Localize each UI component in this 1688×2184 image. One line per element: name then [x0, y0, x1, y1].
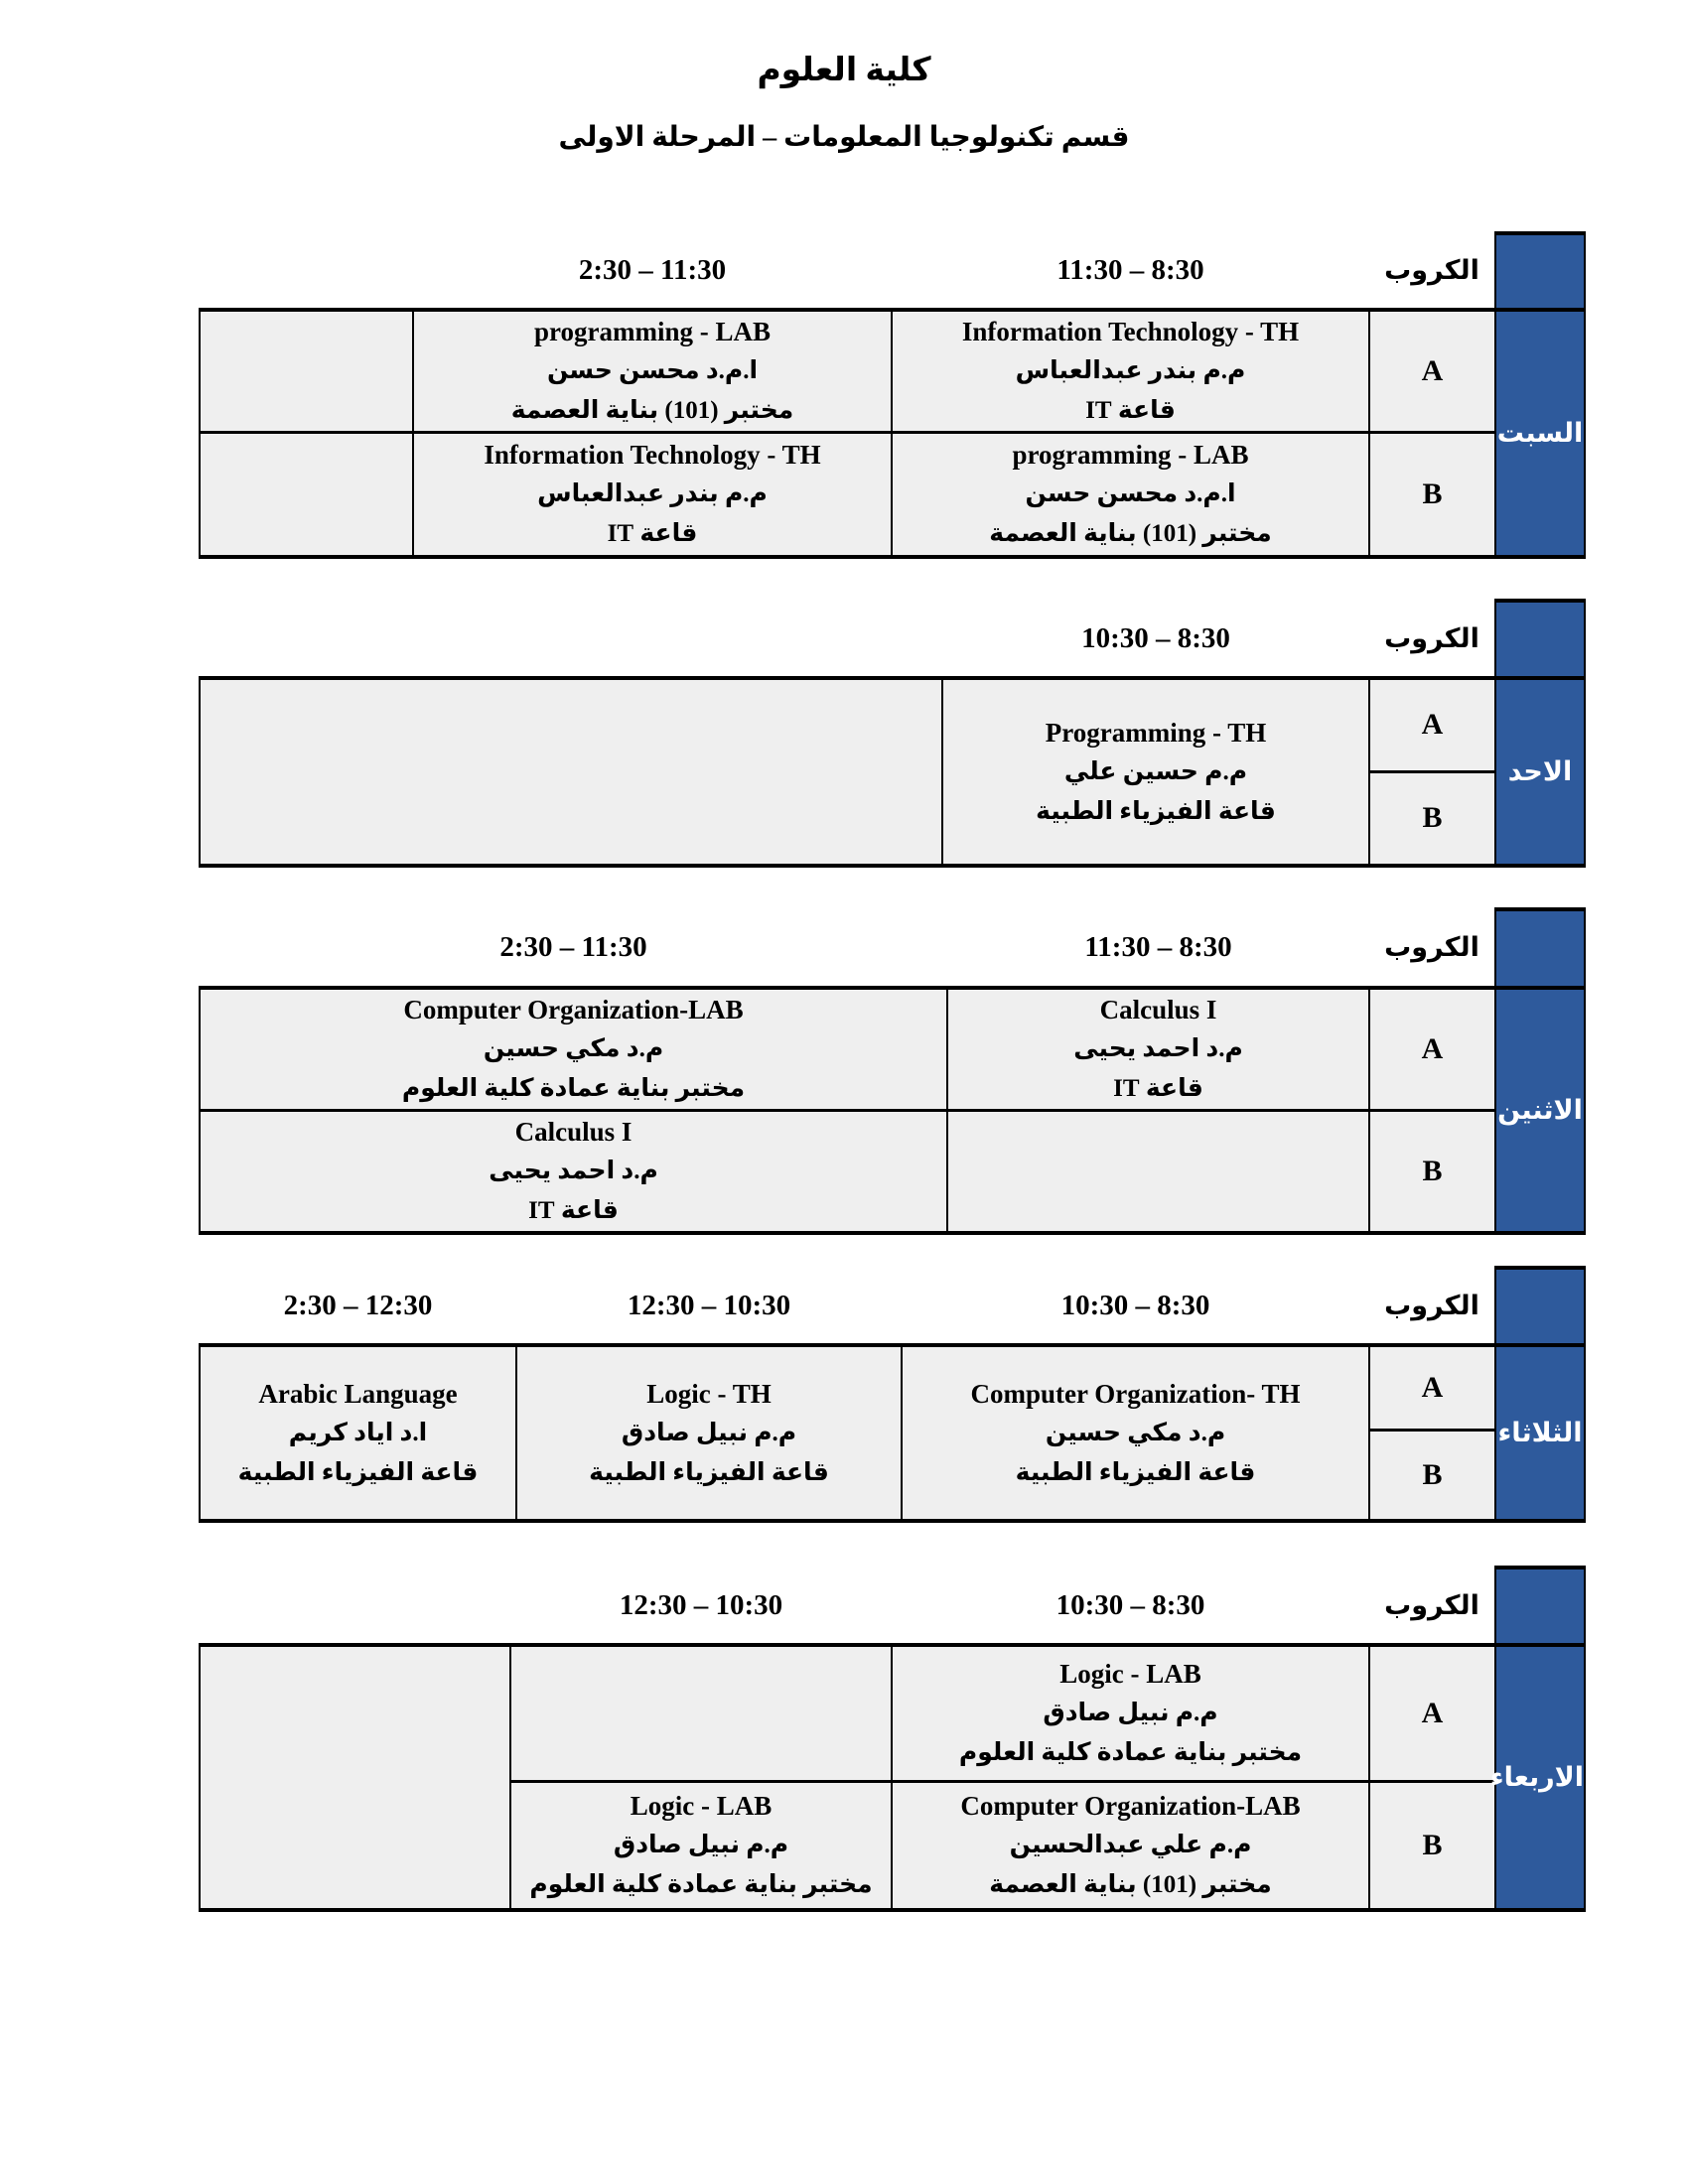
course-title: Calculus I — [514, 1117, 633, 1147]
group-cell: B — [1369, 433, 1495, 557]
group-cell: A — [1369, 1645, 1495, 1781]
table-row — [200, 233, 1585, 310]
saturday-table — [199, 231, 1586, 559]
course-cell — [902, 1345, 1369, 1521]
table-row — [200, 1111, 1585, 1234]
course-title: Computer Organization-LAB — [403, 995, 744, 1024]
course-room: قاعة IT — [1113, 1075, 1203, 1102]
course-title: Information Technology - TH — [961, 317, 1300, 346]
group-cell: A — [1369, 988, 1495, 1111]
time-header — [892, 233, 1369, 310]
day-header-box — [1495, 233, 1585, 310]
course-title: Calculus I — [1099, 995, 1217, 1024]
wednesday-table — [199, 1566, 1586, 1912]
page-subtitle: قسم تكنولوجيا المعلومات – المرحلة الاولى — [558, 122, 1130, 153]
table-row — [200, 601, 1585, 678]
table-row — [200, 433, 1585, 557]
empty-cell — [200, 678, 942, 866]
course-cell — [947, 988, 1369, 1111]
day-label: الثلاثاء — [1495, 1345, 1585, 1521]
course-title: programming - LAB — [533, 317, 771, 346]
course-instructor: م.م نبيل صادق — [1043, 1699, 1218, 1726]
empty-cell — [200, 433, 413, 557]
course-instructor: م.م بندر عبدالعباس — [1015, 357, 1246, 384]
course-title: Arabic Language — [258, 1378, 458, 1409]
time-range: 12:30 – 10:30 — [619, 1588, 783, 1621]
time-header — [902, 1268, 1369, 1345]
course-cell — [200, 988, 947, 1111]
course-title: Computer Organization-LAB — [960, 1790, 1301, 1821]
group-cell: B — [1369, 771, 1495, 866]
day-header-box — [1495, 1568, 1585, 1645]
course-instructor: ا.م.د محسن حسن — [546, 357, 759, 384]
table-row — [200, 1345, 1585, 1430]
course-room: قاعة IT — [607, 519, 698, 547]
table-row — [200, 1268, 1585, 1345]
group-column-header: الكروب — [1384, 932, 1479, 962]
course-room: مختبر بناية عمادة كلية العلوم — [958, 1738, 1303, 1766]
course-title: programming - LAB — [1012, 439, 1249, 470]
time-range: 10:30 – 8:30 — [1055, 1588, 1205, 1621]
day-header-box — [1495, 1268, 1585, 1345]
group-cell: A — [1369, 1345, 1495, 1430]
group-cell: B — [1369, 1430, 1495, 1521]
course-title: Logic - LAB — [630, 1790, 773, 1821]
group-column-header: الكروب — [1384, 1290, 1479, 1320]
time-range: 10:30 – 8:30 — [1060, 1289, 1210, 1321]
time-range: 2:30 – 11:30 — [578, 254, 727, 286]
course-cell — [510, 1781, 892, 1910]
course-title: Logic - LAB — [1059, 1658, 1201, 1689]
course-room: قاعة الفيزياء الطبية — [589, 1458, 829, 1486]
sunday-table — [199, 599, 1586, 868]
day-header-box — [1495, 909, 1585, 988]
course-instructor: م.م علي عبدالحسين — [1009, 1831, 1252, 1858]
time-range: 12:30 – 10:30 — [627, 1289, 791, 1321]
table-row — [200, 1645, 1585, 1781]
empty-cell — [200, 310, 413, 433]
course-cell — [200, 1345, 516, 1521]
time-range: 2:30 – 11:30 — [499, 931, 647, 963]
empty-cell — [947, 1111, 1369, 1234]
group-cell: B — [1369, 1781, 1495, 1910]
group-column-header: الكروب — [1384, 1589, 1479, 1620]
time-range: 11:30 – 8:30 — [1056, 254, 1204, 286]
time-header — [200, 909, 947, 988]
course-room: مختبر (101) بناية العصمة — [989, 519, 1272, 547]
course-instructor: م.م بندر عبدالعباس — [537, 479, 768, 507]
course-cell — [892, 1645, 1369, 1781]
course-instructor: م.د احمد يحيى — [1073, 1035, 1243, 1062]
table-row — [200, 909, 1585, 988]
time-range: 2:30 – 12:30 — [283, 1289, 433, 1321]
day-label: السبت — [1495, 310, 1585, 557]
time-header — [516, 1268, 902, 1345]
course-room: قاعة الفيزياء الطبية — [1036, 797, 1276, 825]
monday-table — [199, 907, 1586, 1235]
time-range: 11:30 – 8:30 — [1084, 931, 1232, 963]
table-row — [200, 988, 1585, 1111]
course-cell — [200, 1111, 947, 1234]
table-row — [200, 1568, 1585, 1645]
course-title: Programming - TH — [1045, 717, 1267, 748]
time-range: 10:30 – 8:30 — [1081, 621, 1230, 654]
course-cell — [413, 310, 892, 433]
course-cell — [942, 678, 1369, 866]
time-header — [200, 1268, 516, 1345]
time-header — [200, 233, 413, 310]
course-room: قاعة IT — [528, 1197, 619, 1224]
course-instructor: م.م حسين علي — [1063, 757, 1248, 785]
day-label: الاربعاء — [1495, 1645, 1585, 1910]
group-cell: B — [1369, 1111, 1495, 1234]
course-cell — [516, 1345, 902, 1521]
time-header — [200, 1568, 510, 1645]
course-room: قاعة الفيزياء الطبية — [237, 1458, 479, 1486]
course-cell — [892, 433, 1369, 557]
course-title: Information Technology - TH — [484, 439, 821, 470]
course-instructor: ا.د اياد كريم — [288, 1419, 428, 1446]
course-instructor: م.د مكي حسين — [1045, 1419, 1226, 1446]
group-column-header: الكروب — [1384, 622, 1479, 653]
course-room: مختبر (101) بناية العصمة — [510, 397, 794, 424]
day-label: الاحد — [1495, 678, 1585, 866]
course-cell — [413, 433, 892, 557]
course-instructor: م.م نبيل صادق — [613, 1831, 789, 1858]
table-row — [200, 678, 1585, 771]
course-instructor: م.م نبيل صادق — [621, 1419, 797, 1446]
course-room: مختبر بناية عمادة كلية العلوم — [401, 1075, 746, 1102]
course-room: قاعة IT — [1085, 397, 1176, 424]
course-room: مختبر (101) بناية العصمة — [989, 1870, 1272, 1898]
day-header-box — [1495, 601, 1585, 678]
course-cell — [892, 310, 1369, 433]
course-title: Logic - TH — [646, 1378, 772, 1409]
course-cell — [892, 1781, 1369, 1910]
time-header — [200, 601, 942, 678]
time-header — [947, 909, 1369, 988]
group-cell: A — [1369, 310, 1495, 433]
group-cell: A — [1369, 678, 1495, 771]
table-row — [200, 310, 1585, 433]
tuesday-table — [199, 1266, 1586, 1523]
empty-cell — [200, 1645, 510, 1910]
empty-cell — [510, 1645, 892, 1781]
course-instructor: م.د احمد يحيى — [489, 1158, 658, 1184]
time-header — [510, 1568, 892, 1645]
course-room: مختبر بناية عمادة كلية العلوم — [529, 1870, 873, 1898]
time-header — [942, 601, 1369, 678]
time-header — [892, 1568, 1369, 1645]
group-column-header: الكروب — [1384, 255, 1479, 285]
day-label: الاثنين — [1495, 988, 1585, 1233]
course-room: قاعة الفيزياء الطبية — [1015, 1458, 1256, 1486]
time-header — [413, 233, 892, 310]
page-title: كلية العلوم — [757, 53, 931, 88]
course-instructor: م.د مكي حسين — [483, 1035, 664, 1062]
course-title: Computer Organization- TH — [970, 1378, 1301, 1409]
course-instructor: ا.م.د محسن حسن — [1025, 479, 1236, 507]
